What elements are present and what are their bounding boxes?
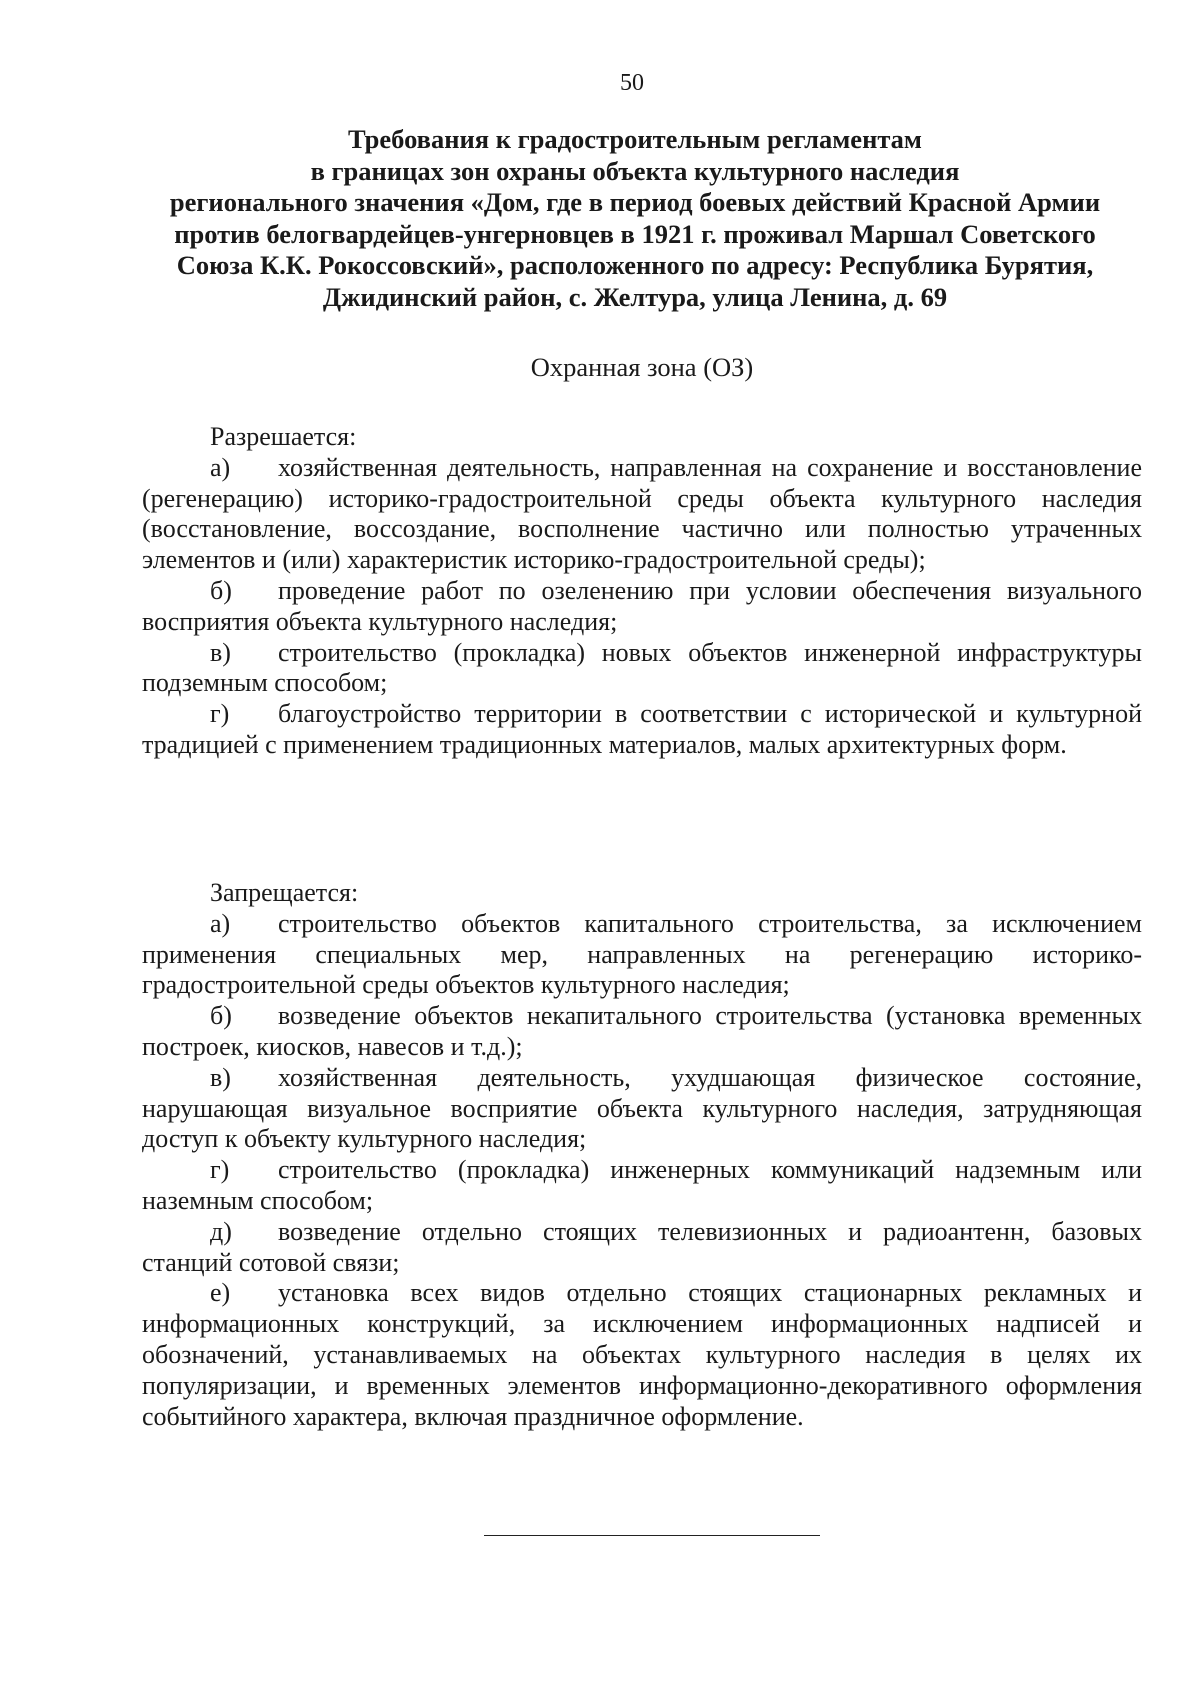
item-marker: а) bbox=[210, 452, 231, 482]
item-marker: г) bbox=[210, 1155, 230, 1185]
item-marker: в) bbox=[210, 637, 231, 667]
allowed-item bbox=[142, 576, 1142, 638]
allowed-item bbox=[142, 638, 1142, 700]
item-text: благоустройство территории в соответствии с исторической и культурной традицией с применением традиционных материалов, малых архитектурных форм. bbox=[142, 699, 1142, 759]
item-text: строительство (прокладка) новых объектов инженерной инфраструктуры подземным способом; bbox=[142, 637, 1142, 698]
item-text: возведение объектов некапитального строительства (установка временных построек, киосков, навесов и т.д.); bbox=[142, 1001, 1142, 1061]
allowed-item bbox=[142, 453, 1142, 576]
item-marker: е) bbox=[210, 1278, 231, 1308]
item-text: хозяйственная деятельность, ухудшающая физическое состояние, нарушающая визуальное восприятие объекта культурного наследия, затрудняющая доступ к объекту культурного наследия; bbox=[142, 1062, 1142, 1154]
allowed-section bbox=[142, 422, 1142, 761]
item-text: установка всех видов отдельно стоящих стационарных рекламных и информационных конструкций, за исключением информационных надписей и обозначений, устанавливаемых на объектах культурного наследия в целях их популяризации, и временных элементов информационно-декоративного оформления событийного характера, включая праздничное оформление. bbox=[142, 1278, 1142, 1431]
title-line: Требования к градостроительным регламентам bbox=[348, 124, 922, 154]
item-text: строительство объектов капитального строительства, за исключением применения специальных мер, направленных на регенерацию историко-градостроительной среды объектов культурного наследия; bbox=[142, 908, 1142, 1000]
forbidden-item bbox=[142, 909, 1142, 1001]
title-line: регионального значения «Дом, где в период боевых действий Красной Армии bbox=[169, 187, 1101, 217]
item-marker: б) bbox=[210, 575, 232, 605]
forbidden-section bbox=[142, 878, 1142, 1432]
item-text: проведение работ по озеленению при условии обеспечения визуального восприятия объекта культурного наследия; bbox=[142, 575, 1142, 636]
document-title bbox=[130, 124, 1140, 313]
forbidden-item bbox=[142, 1063, 1142, 1155]
item-marker: в) bbox=[210, 1062, 231, 1092]
item-text: возведение отдельно стоящих телевизионных и радиоантенн, базовых станций сотовой связи; bbox=[142, 1216, 1142, 1277]
forbidden-item bbox=[142, 1001, 1142, 1063]
title-line: Союза К.К. Рокоссовский», расположенного по адресу: Республика Бурятия, bbox=[176, 250, 1094, 280]
title-line: против белогвардейцев-унгерновцев в 1921 г. проживал Маршал Советского bbox=[174, 218, 1096, 249]
item-marker: д) bbox=[210, 1216, 232, 1246]
end-divider bbox=[484, 1535, 820, 1536]
forbidden-item bbox=[142, 1278, 1142, 1432]
item-text: строительство (прокладка) инженерных коммуникаций надземным или наземным способом; bbox=[142, 1155, 1142, 1215]
forbidden-label: Запрещается: bbox=[210, 878, 359, 907]
item-marker: б) bbox=[210, 1001, 232, 1031]
forbidden-item bbox=[142, 1217, 1142, 1279]
title-line: Джидинский район, с. Желтура, улица Ленина, д. 69 bbox=[322, 281, 948, 312]
zone-heading: Охранная зона (ОЗ) bbox=[530, 352, 754, 382]
page-number: 50 bbox=[620, 70, 644, 96]
forbidden-item bbox=[142, 1155, 1142, 1217]
allowed-item bbox=[142, 699, 1142, 761]
allowed-label: Разрешается: bbox=[210, 422, 357, 451]
item-text: хозяйственная деятельность, направленная на сохранение и восстановление (регенерацию) историко-градостроительной среды объекта культурного наследия (восстановление, воссоздание, восполнение частично или полностью утраченных элементов и (или) характеристик историко-градостроительной среды); bbox=[142, 452, 1142, 575]
item-marker: г) bbox=[210, 699, 230, 729]
item-marker: а) bbox=[210, 908, 231, 938]
title-line: в границах зон охраны объекта культурного наследия bbox=[310, 155, 960, 186]
